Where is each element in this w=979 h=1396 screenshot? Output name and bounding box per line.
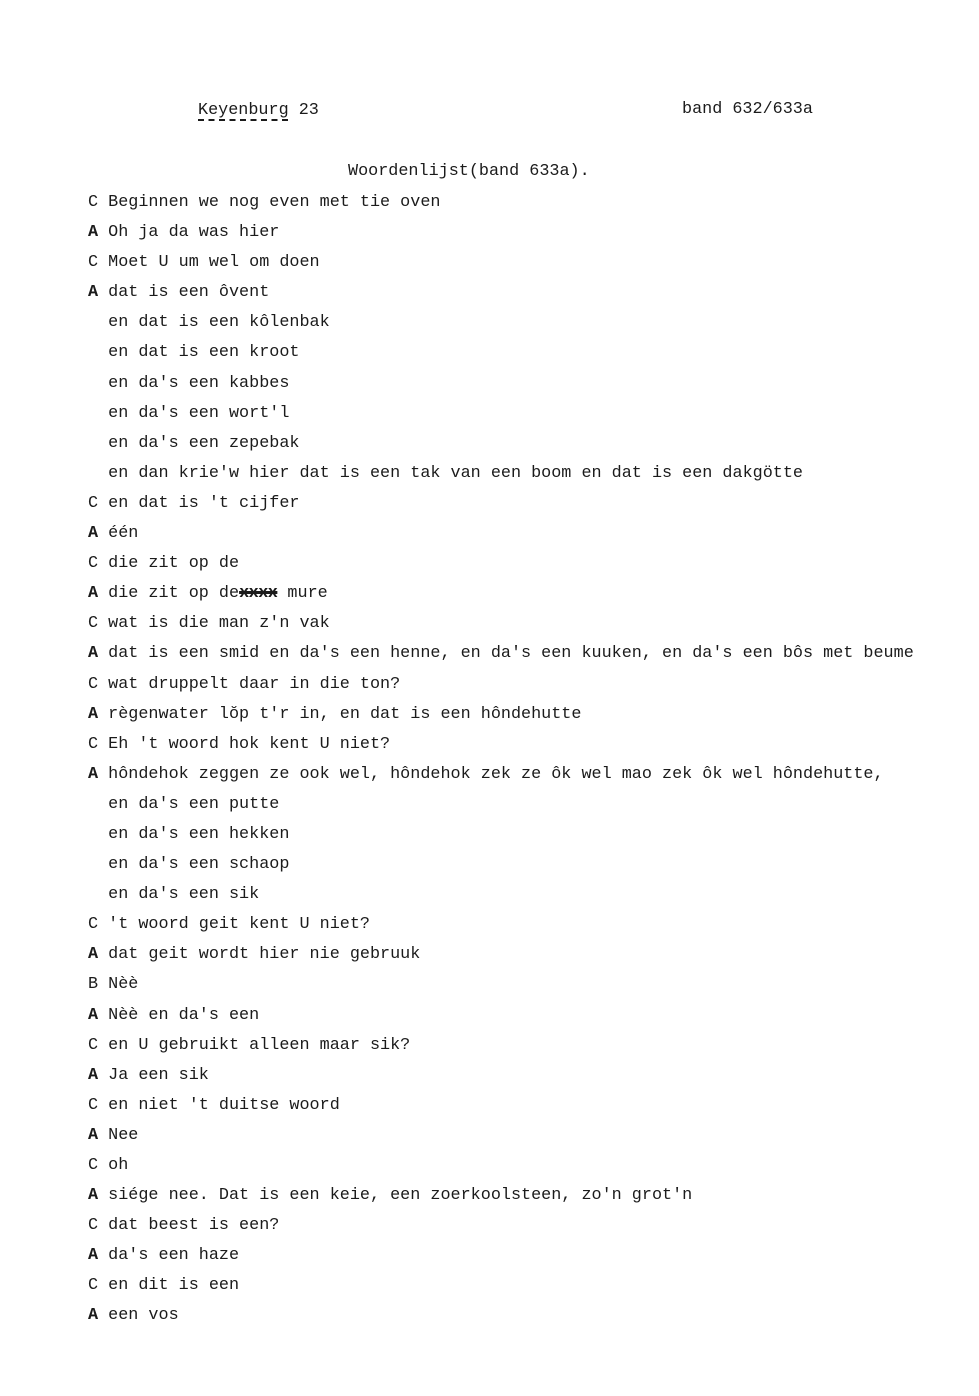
utterance-text: 't woord geit kent U niet? [108, 915, 370, 935]
utterance-text: siége nee. Dat is een keie, een zoerkoolsteen, zo'n grot'n [108, 1186, 693, 1206]
speaker-label: C [88, 734, 99, 754]
utterance-text: en niet 't duitse woord [108, 1095, 340, 1115]
utterance-text: Nee [108, 1125, 139, 1145]
utterance-text: wat is die man z'n vak [108, 614, 330, 634]
speaker-label: C [88, 674, 99, 694]
header-location [198, 96, 319, 126]
transcript-line [88, 1181, 968, 1211]
speaker-label: A [88, 764, 99, 784]
transcript-line [88, 700, 968, 730]
utterance-text: die zit op de [108, 584, 240, 604]
utterance-text: en da's een zepebak [108, 433, 300, 453]
utterance-text: en dan krie'w hier dat is een tak van een boom en dat is een dakgötte [108, 463, 803, 483]
speaker-label: C [88, 493, 99, 513]
utterance-text: Eh 't woord hok kent U niet? [108, 734, 391, 754]
utterance-text: dat is een ôvent [108, 283, 270, 303]
utterance-text: en da's een schaop [108, 855, 290, 875]
transcript-line [88, 248, 968, 278]
utterance-text: Nèè en da's een [108, 1005, 260, 1025]
transcript-line [88, 850, 968, 880]
utterance-text: Ja een sik [108, 1065, 209, 1085]
speaker-label: A [88, 283, 99, 303]
speaker-label: A [88, 644, 99, 664]
utterance-text: Beginnen we nog even met tie oven [108, 193, 441, 212]
utterance-text: en dat is een kroot [108, 343, 300, 363]
transcript-line [88, 369, 968, 399]
speaker-label: A [88, 704, 99, 724]
utterance-text: Oh ja da was hier [108, 223, 280, 243]
speaker-label: C [88, 253, 99, 273]
speaker-label: A [88, 1005, 99, 1025]
utterance-text: Moet U um wel om doen [108, 253, 320, 273]
utterance-text: die zit op de [108, 554, 240, 574]
transcript-line [88, 489, 968, 519]
utterance-text: één [108, 524, 139, 544]
transcript-line [88, 459, 968, 489]
header-band: band 632/633a [682, 100, 813, 119]
transcript-line [88, 549, 968, 579]
transcript-line [88, 1271, 968, 1301]
utterance-text: en da's een putte [108, 794, 280, 814]
speaker-label: B [88, 975, 99, 995]
speaker-label: A [88, 1065, 99, 1085]
utterance-text: en dat is een kôlenbak [108, 313, 330, 333]
transcript [88, 188, 968, 1332]
transcript-line [88, 579, 968, 609]
transcript-line [88, 1241, 968, 1271]
speaker-label: A [88, 1306, 99, 1326]
transcript-line [88, 639, 968, 669]
speaker-label: A [88, 1246, 99, 1266]
utterance-text-continued: mure [277, 584, 328, 604]
transcript-line [88, 338, 968, 368]
utterance-text: en dit is een [108, 1276, 240, 1296]
speaker-label: C [88, 1216, 99, 1236]
utterance-text: en dat is 't cijfer [108, 493, 300, 513]
location-number: 23 [298, 101, 319, 120]
speaker-label: C [88, 915, 99, 935]
transcript-line [88, 1001, 968, 1031]
transcript-line [88, 1151, 968, 1181]
transcript-line [88, 760, 968, 790]
utterance-text: een vos [108, 1306, 179, 1326]
location-name: Keyenburg [198, 101, 289, 120]
utterance-text: en da's een sik [108, 885, 260, 905]
utterance-text: hôndehok zeggen ze ook wel, hôndehok zek ze ôk wel mao zek ôk wel hôndehutte, [108, 764, 884, 784]
utterance-text: da's een haze [108, 1246, 240, 1266]
document-title: Woordenlijst(band 633a). [348, 162, 590, 181]
transcript-line [88, 880, 968, 910]
speaker-label: A [88, 584, 99, 604]
utterance-text: en da's een hekken [108, 824, 290, 844]
speaker-label: A [88, 223, 99, 243]
transcript-line [88, 188, 968, 218]
utterance-text: en da's een kabbes [108, 373, 290, 393]
speaker-label: C [88, 1276, 99, 1296]
transcript-line [88, 940, 968, 970]
speaker-label: C [88, 1035, 99, 1055]
transcript-line [88, 730, 968, 760]
struck-out-text: xxxx [239, 584, 278, 604]
speaker-label: C [88, 554, 99, 574]
utterance-text: en U gebruikt alleen maar sik? [108, 1035, 411, 1055]
transcript-line [88, 519, 968, 549]
speaker-label: C [88, 1095, 99, 1115]
utterance-text: dat beest is een? [108, 1216, 280, 1236]
utterance-text: oh [108, 1156, 129, 1175]
speaker-label: A [88, 524, 99, 544]
transcript-line [88, 970, 968, 1000]
transcript-line [88, 218, 968, 248]
transcript-line [88, 790, 968, 820]
transcript-line [88, 429, 968, 459]
speaker-label: C [88, 193, 99, 212]
speaker-label: A [88, 945, 99, 965]
utterance-text: wat druppelt daar in die ton? [108, 674, 401, 694]
utterance-text: en da's een wort'l [108, 403, 290, 423]
transcript-line [88, 1061, 968, 1091]
transcript-line [88, 399, 968, 429]
speaker-label: A [88, 1125, 99, 1145]
transcript-line [88, 1211, 968, 1241]
speaker-label: A [88, 1186, 99, 1206]
transcript-line [88, 670, 968, 700]
transcript-line [88, 308, 968, 338]
utterance-text: Nèè [108, 975, 139, 995]
transcript-line [88, 820, 968, 850]
transcript-line [88, 278, 968, 308]
utterance-text: dat geit wordt hier nie gebruuk [108, 945, 421, 965]
utterance-text: règenwater lŏp t'r in, en dat is een hôndehutte [108, 704, 582, 724]
transcript-line [88, 1031, 968, 1061]
speaker-label: C [88, 1156, 99, 1175]
utterance-text: dat is een smid en da's een henne, en da's een kuuken, en da's een bôs met beume [108, 644, 914, 664]
transcript-line [88, 1091, 968, 1121]
transcript-line [88, 910, 968, 940]
transcript-line [88, 1121, 968, 1151]
speaker-label: C [88, 614, 99, 634]
transcript-line [88, 609, 968, 639]
transcript-line [88, 1301, 968, 1331]
